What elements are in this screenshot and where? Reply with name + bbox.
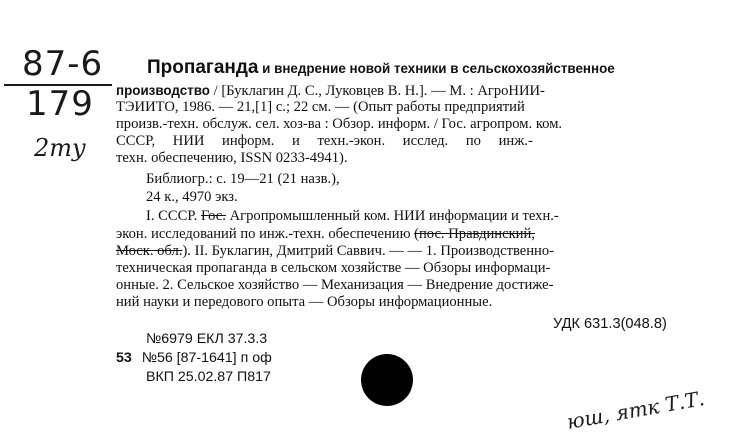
card-punch-hole <box>361 354 413 406</box>
description-line-3: ТЭИИТО, 1986. — 21,[1] с.; 22 см. — (Опыт работы предприятий <box>116 99 525 115</box>
struck-text-region: Моск. обл. <box>116 243 183 259</box>
subject-line-2-pre: экон. исследований по инж.-техн. обеспечению <box>116 226 415 242</box>
description-line-5: СССР, НИИ информ. и техн.-экон. исслед. по инж.- <box>116 133 533 149</box>
title-line-2-bold: производство <box>116 83 210 98</box>
bibliography-note: Библиогр.: с. 19—21 (21 назв.), <box>146 171 340 187</box>
subject-line-4: техническая пропаганда в сельском хозяйстве — Обзоры информаци- <box>116 260 551 276</box>
inventory-line-2-text: №56 [87-1641] п оф <box>141 350 272 366</box>
inventory-line-3: ВКП 25.02.87 П817 <box>146 369 271 385</box>
struck-text-location: (пос. Правдинский, <box>414 226 535 242</box>
subject-line-3-post: ). II. Буклагин, Дмитрий Саввич. — — 1. Производственно- <box>182 243 555 259</box>
description-line-6: техн. обеспечению, ISSN 0233-4941). <box>116 150 348 166</box>
subject-line-2 <box>116 226 535 242</box>
title-line-2-rest: / [Буклагин Д. С., Луковцев В. Н.]. — М. : АгроНИИ- <box>209 83 545 99</box>
call-number-bottom: 179 <box>26 84 94 124</box>
call-number-top: 87-6 <box>22 44 104 84</box>
price-print-run: 24 к., 4970 экз. <box>146 189 238 205</box>
title-rest: и внедрение новой техники в сельскохозяйственное <box>262 61 615 76</box>
subject-line-1-pre: I. СССР. <box>146 208 198 224</box>
handwritten-mark: 2ту <box>34 134 86 162</box>
handwritten-signature: юш, ятк Т.Т. <box>564 386 707 434</box>
inventory-line-2 <box>116 350 272 366</box>
subject-line-3 <box>116 243 554 259</box>
inventory-number: 53 <box>116 350 132 366</box>
subject-line-6: ний науки и передового опыта — Обзоры информационные. <box>116 294 493 310</box>
subject-line-5: онные. 2. Сельское хозяйство — Механизация — Внедрение достиже- <box>116 277 554 293</box>
description-line-4: произв.-техн. обслуж. сел. хоз-ва : Обзор. информ. / Гос. агропром. ком. <box>116 116 563 132</box>
struck-text-gos: Гос. <box>200 208 226 224</box>
udc-code: УДК 631.3(048.8) <box>553 316 667 332</box>
inventory-line-1: №6979 ЕКЛ 37.3.3 <box>146 331 268 347</box>
title-line-1 <box>147 57 615 78</box>
subject-line-1 <box>146 208 559 224</box>
subject-line-1-post: Агропромышленный ком. НИИ информации и техн.- <box>225 208 559 224</box>
title-main: Пропаганда <box>147 57 259 78</box>
title-line-2 <box>116 83 545 99</box>
